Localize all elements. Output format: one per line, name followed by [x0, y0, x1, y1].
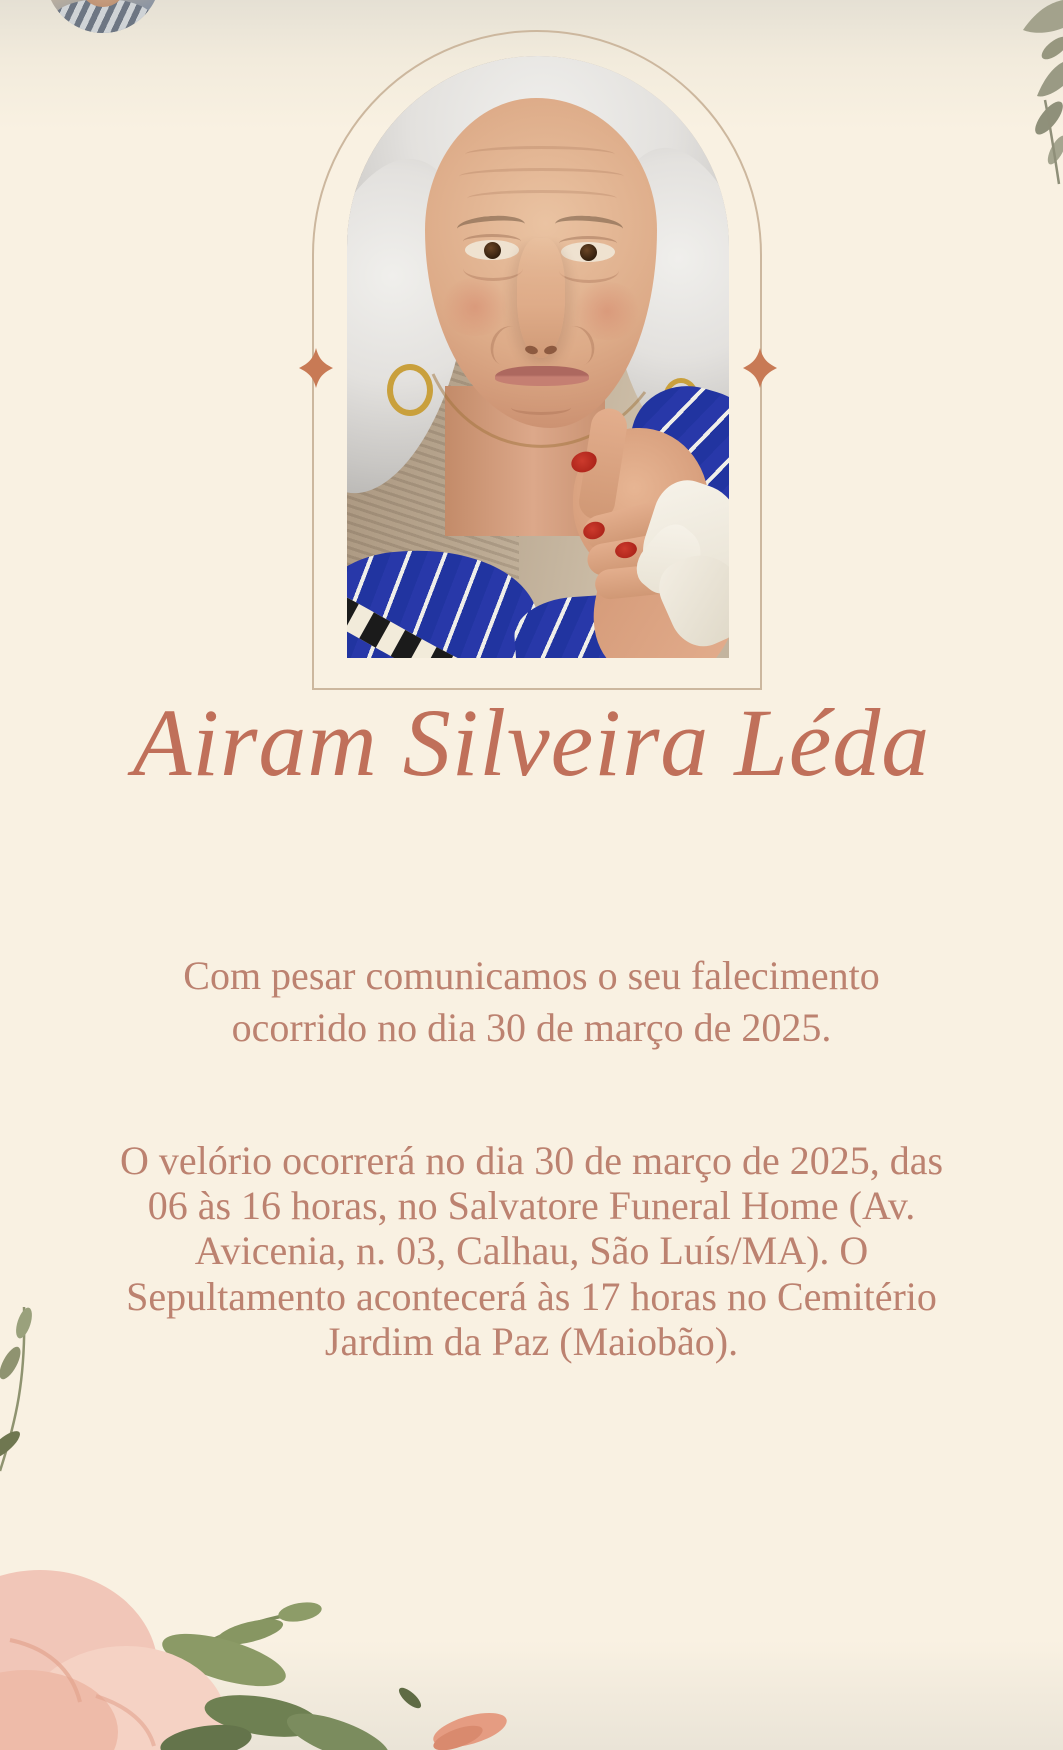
- watercolor-roses-icon: [0, 1520, 430, 1750]
- eucalyptus-leaves-icon: [993, 0, 1063, 190]
- story-avatar[interactable]: [45, 0, 161, 33]
- leaf-sprig-icon: [0, 1295, 48, 1475]
- salmon-petal-icon: [398, 1682, 508, 1750]
- announcement-text: Com pesar comunicamos o seu falecimento ocorrido no dia 30 de março de 2025.: [183, 953, 880, 1050]
- sparkle-diamond-right-icon: [741, 347, 779, 389]
- wake-details-text: O velório ocorrerá no dia 30 de março de 2025, das 06 às 16 horas, no Salvatore Funeral Home (Av. Avicenia, n. 03, Calhau, São Luís/MA). O Sepultamento acontecerá às 17 horas no Cemitério Jardim da Paz (Maiobão).: [119, 1138, 944, 1364]
- sparkle-diamond-left-icon: [297, 347, 335, 389]
- deceased-name: Airam Silveira Léda: [132, 689, 931, 796]
- memorial-photo: [347, 56, 729, 658]
